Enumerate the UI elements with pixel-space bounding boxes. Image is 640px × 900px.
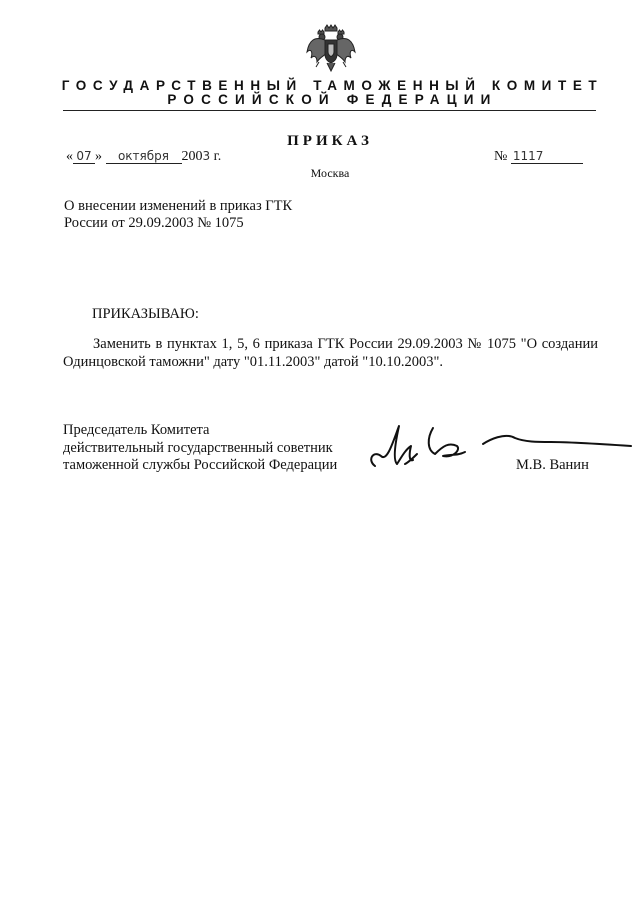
date-year-suffix: 3 <box>202 149 211 163</box>
date-year-prefix: 200 <box>181 149 203 164</box>
coat-of-arms-icon <box>305 22 357 74</box>
subject-line: России от 29.09.2003 № 1075 <box>64 215 244 231</box>
document-title: ПРИКАЗ <box>287 133 373 149</box>
document-number <box>494 149 583 165</box>
order-body: Заменить в пунктах 1, 5, 6 приказа ГТК России 29.09.2003 № 1075 "О создании Одинцовской таможни" дату "01.11.2003" датой "10.10.2003". <box>63 336 598 370</box>
order-heading: ПРИКАЗЫВАЮ: <box>92 306 199 322</box>
header-divider <box>63 110 596 111</box>
subject-line: О внесении изменений в приказ ГТК <box>64 198 293 214</box>
document-date <box>66 149 221 165</box>
position-line: таможенной службы Российской Федерации <box>63 457 338 473</box>
organization-country: РОССИЙСКОЙ ФЕДЕРАЦИИ <box>167 92 498 107</box>
date-year-unit: г. <box>213 149 222 164</box>
date-day: 07 <box>73 149 95 164</box>
number-sign: № <box>494 149 508 164</box>
date-open-quote: « <box>66 149 73 164</box>
position-line: Председатель Комитета <box>63 422 210 438</box>
number-value: 1117 <box>511 149 583 164</box>
signer-name: М.В. Ванин <box>516 457 589 473</box>
signatory-position <box>63 422 337 475</box>
document-subject <box>64 198 292 232</box>
organization-name: ГОСУДАРСТВЕННЫЙ ТАМОЖЕННЫЙ КОМИТЕТ <box>61 78 604 93</box>
document-city: Москва <box>310 166 350 180</box>
date-month: октября <box>106 149 182 164</box>
date-close-quote: » <box>95 149 102 164</box>
position-line: действительный государственный советник <box>63 439 333 456</box>
handwritten-signature-icon <box>365 416 635 486</box>
